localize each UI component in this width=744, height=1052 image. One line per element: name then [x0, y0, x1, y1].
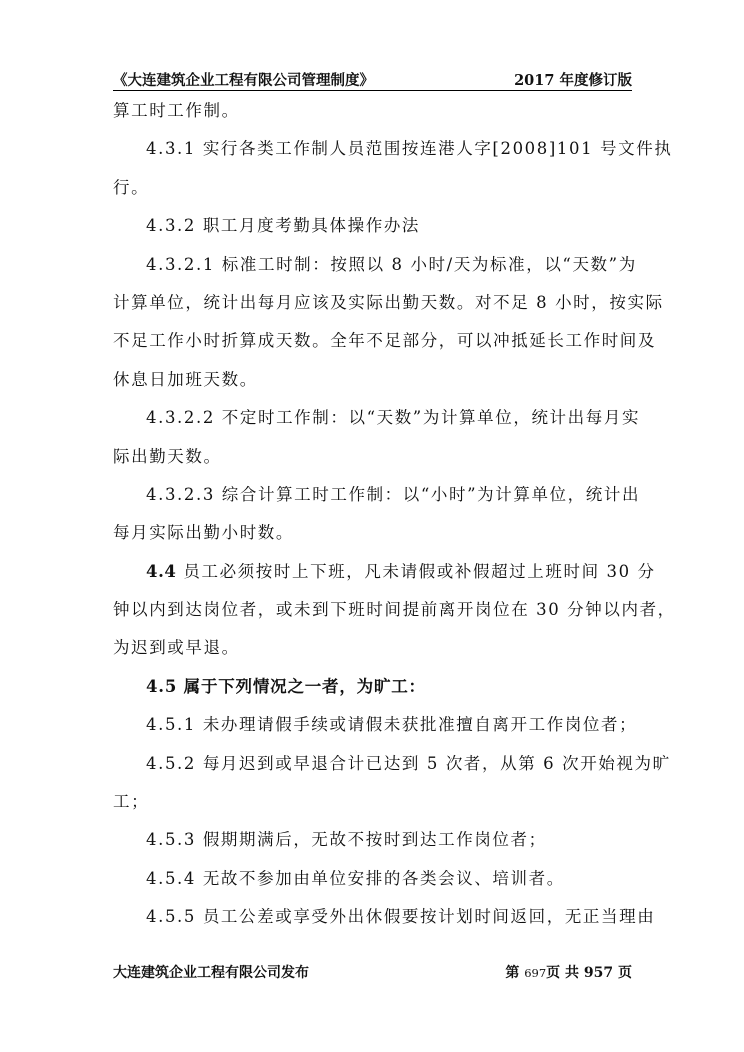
- header-edition: 2017 年度修订版: [514, 72, 632, 89]
- text-line: 4.5.1 未办理请假手续或请假未获批准擅自离开工作岗位者；: [146, 715, 638, 735]
- text-line: 4.3.1 实行各类工作制人员范围按连港人字[2008]101 号文件执: [146, 139, 673, 159]
- text-line: 每月实际出勤小时数。: [113, 523, 294, 543]
- text-line: 4.3.2 职工月度考勤具体操作办法: [146, 216, 421, 236]
- page-prefix: 第: [505, 965, 520, 981]
- publisher: 大连建筑企业工程有限公司发布: [113, 965, 309, 981]
- text-line: 4.3.2.1 标准工时制：按照以 8 小时/天为标准，以“天数”为: [146, 254, 637, 274]
- text-line: 休息日加班天数。: [113, 369, 258, 389]
- header-title: 《大连建筑企业工程有限公司管理制度》: [113, 72, 374, 89]
- text-line: 4.5.5 员工公差或享受外出休假要按计划时间返回，无正当理由: [146, 907, 656, 927]
- document-body: [113, 92, 676, 937]
- page-number: [505, 962, 632, 982]
- text-line: 钟以内到达岗位者，或未到下班时间提前离开岗位在 30 分钟以内者，: [113, 600, 676, 620]
- text-line: 行。: [113, 177, 150, 197]
- page-mid: 页 共: [546, 965, 580, 981]
- section-number: 4.4: [146, 561, 177, 581]
- current-page: 697: [524, 966, 547, 980]
- text-line: 不足工作小时折算成天数。全年不足部分，可以冲抵延长工作时间及: [113, 331, 656, 351]
- text-span: 员工必须按时上下班，凡未请假或补假超过上班时间 30 分: [183, 561, 656, 581]
- total-pages: 957: [583, 965, 614, 981]
- section-heading: 4.5 属于下列情况之一者，为旷工：: [146, 676, 426, 696]
- text-line: 为迟到或早退。: [113, 638, 240, 658]
- page-header: [113, 66, 632, 88]
- text-line: 4.5.3 假期期满后，无故不按时到达工作岗位者；: [146, 830, 547, 850]
- text-line: 计算单位，统计出每月应该及实际出勤天数。对不足 8 小时，按实际: [113, 292, 664, 312]
- text-line: 际出勤天数。: [113, 446, 222, 466]
- page-suffix: 页: [618, 965, 632, 981]
- text-line: 算工时工作制。: [113, 101, 240, 120]
- text-line: 4.5.4 无故不参加由单位安排的各类会议、培训者。: [146, 868, 565, 888]
- text-line: 4.3.2.3 综合计算工时工作制：以“小时”为计算单位，统计出: [146, 484, 641, 504]
- text-line: 工；: [113, 792, 150, 812]
- page-footer: [113, 962, 632, 984]
- text-line: 4.5.2 每月迟到或早退合计已达到 5 次者，从第 6 次开始视为旷: [146, 753, 671, 773]
- header-rule: [113, 90, 632, 91]
- text-line-4-4: [113, 553, 656, 591]
- text-line: 4.3.2.2 不定时工作制：以“天数”为计算单位，统计出每月实: [146, 408, 641, 428]
